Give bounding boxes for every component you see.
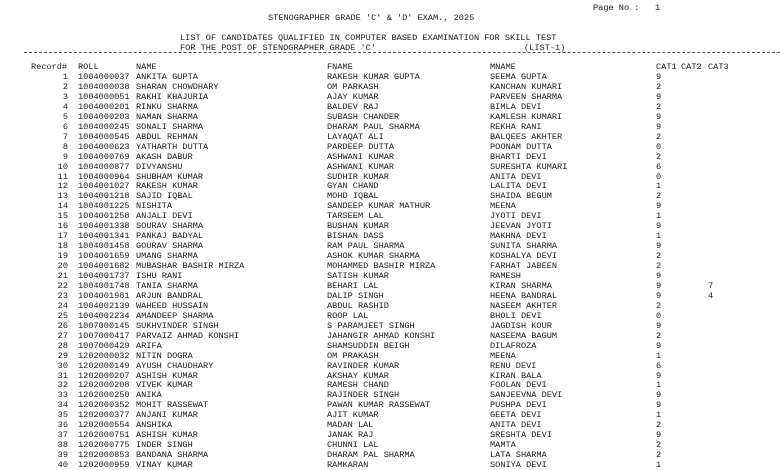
father-name: TARSEEM LAL xyxy=(327,211,384,222)
record-number: 14 xyxy=(57,201,68,212)
record-number: 40 xyxy=(57,460,68,470)
roll-number: 1004000769 xyxy=(78,151,130,162)
candidate-name: MUBASHAR BASHIR MIRZA xyxy=(136,261,245,272)
father-name: OM PARKASH xyxy=(327,81,379,92)
table-row xyxy=(0,211,780,221)
candidate-name: ANIKA xyxy=(136,390,162,401)
mother-name: KIRAN BALA xyxy=(490,370,542,381)
page-number-label: Page No : xyxy=(593,3,640,13)
cat1-value: 2 xyxy=(656,151,662,162)
cat1-value: 2 xyxy=(656,261,662,272)
candidate-name: ASHISH KUMAR xyxy=(136,430,198,441)
record-number: 2 xyxy=(62,81,68,92)
cat1-value: 1 xyxy=(656,410,662,421)
record-number: 36 xyxy=(57,420,68,431)
cat1-value: 2 xyxy=(656,330,662,341)
roll-number: 1004001659 xyxy=(78,251,130,262)
cat1-value: 2 xyxy=(656,81,662,92)
record-number: 26 xyxy=(57,320,68,331)
column-header-cat1: CAT1 xyxy=(656,62,677,72)
roll-number: 1202000377 xyxy=(78,410,130,421)
father-name: DALIP SINGH xyxy=(327,290,384,301)
table-row xyxy=(0,92,780,102)
mother-name: DILAFROZA xyxy=(490,340,537,351)
candidate-name: GOURAV SHARMA xyxy=(136,241,204,252)
candidate-name: AMANDEEP SHARMA xyxy=(136,310,214,321)
cat1-value: 2 xyxy=(656,131,662,142)
table-row xyxy=(0,191,780,201)
record-number: 15 xyxy=(57,211,68,222)
mother-name: HEENA BANDRAL xyxy=(490,290,558,301)
record-number: 13 xyxy=(57,191,68,202)
roll-number: 1007000429 xyxy=(78,340,130,351)
cat1-value: 9 xyxy=(656,370,662,381)
mother-name: FARHAT JABEEN xyxy=(490,261,558,272)
table-row xyxy=(0,72,780,82)
roll-number: 1202000554 xyxy=(78,420,130,431)
roll-number: 1004000877 xyxy=(78,161,130,172)
roll-number: 1004000051 xyxy=(78,91,130,102)
cat1-value: 9 xyxy=(656,430,662,441)
candidate-name: RAKHI KHAJURIA xyxy=(136,91,209,102)
cat1-value: 9 xyxy=(656,201,662,212)
roll-number: 1004001682 xyxy=(78,261,130,272)
record-number: 31 xyxy=(57,370,68,381)
cat1-value: 2 xyxy=(656,420,662,431)
cat3-value: 7 xyxy=(708,280,714,291)
cat1-value: 6 xyxy=(656,161,662,172)
record-number: 1 xyxy=(62,72,68,82)
candidate-name: VINAY KUMAR xyxy=(136,460,193,470)
roll-number: 1004000201 xyxy=(78,101,130,112)
record-number: 33 xyxy=(57,390,68,401)
father-name: DHARAM PAUL SHARMA xyxy=(327,121,420,132)
mother-name: KIRAN SHARMA xyxy=(490,280,552,291)
mother-name: GEETA DEVI xyxy=(490,410,542,421)
mother-name: BIMLA DEVI xyxy=(490,101,542,112)
table-row xyxy=(0,122,780,132)
father-name: BALDEV RAJ xyxy=(327,101,379,112)
father-name: SANDEEP KUMAR MATHUR xyxy=(327,201,431,212)
table-row xyxy=(0,82,780,92)
roll-number: 1202000352 xyxy=(78,400,130,411)
candidate-name: TANIA SHARMA xyxy=(136,280,198,291)
list-title-line1: LIST OF CANDIDATES QUALIFIED IN COMPUTER BASED EXAMINATION FOR SKILL TEST xyxy=(180,33,557,43)
father-name: AJAY KUMAR xyxy=(327,91,379,102)
roll-number: 1004001737 xyxy=(78,271,130,281)
father-name: PAWAN KUMAR RASSEWAT xyxy=(327,400,431,411)
cat1-value: 2 xyxy=(656,251,662,262)
table-row xyxy=(0,172,780,182)
mother-name: SONIYA DEVI xyxy=(490,460,547,470)
cat1-value: 9 xyxy=(656,121,662,132)
candidate-name: MOHIT RASSEWAT xyxy=(136,400,209,411)
roll-number: 1004001458 xyxy=(78,241,130,252)
table-row xyxy=(0,162,780,172)
father-name: SUBASH CHANDER xyxy=(327,111,400,122)
table-row xyxy=(0,460,780,470)
father-name: MOHD IQBAL xyxy=(327,191,379,202)
column-header-cat3: CAT3 xyxy=(708,62,729,72)
cat1-value: 2 xyxy=(656,101,662,112)
candidate-name: AKASH DABUR xyxy=(136,151,193,162)
table-row xyxy=(0,261,780,271)
mother-name: MEENA xyxy=(490,350,516,361)
table-row xyxy=(0,440,780,450)
record-number: 24 xyxy=(57,300,68,311)
mother-name: SHAIDA BEGUM xyxy=(490,191,552,202)
record-number: 39 xyxy=(57,450,68,461)
candidate-name: SONALI SHARMA xyxy=(136,121,204,132)
father-name: BUSHAN KUMAR xyxy=(327,221,389,232)
roll-number: 1004000964 xyxy=(78,171,130,182)
table-row xyxy=(0,291,780,301)
record-number: 17 xyxy=(57,231,68,242)
father-name: RAVINDER KUMAR xyxy=(327,360,400,371)
father-name: ASHWANI KUMAR xyxy=(327,151,395,162)
list-number: (LIST-1) xyxy=(524,43,566,53)
father-name: SUDHIR KUMAR xyxy=(327,171,389,182)
mother-name: SUNITA SHARMA xyxy=(490,241,558,252)
table-row xyxy=(0,400,780,410)
table-row xyxy=(0,371,780,381)
roll-number: 1007000417 xyxy=(78,330,130,341)
table-row xyxy=(0,341,780,351)
table-row xyxy=(0,102,780,112)
mother-name: JYOTI DEVI xyxy=(490,211,542,222)
record-number: 19 xyxy=(57,251,68,262)
candidate-name: BANDANA SHARMA xyxy=(136,450,209,461)
table-row xyxy=(0,251,780,261)
father-name: RAKESH KUMAR GUPTA xyxy=(327,72,420,82)
record-number: 6 xyxy=(62,121,68,132)
column-header-cat2: CAT2 xyxy=(681,62,702,72)
record-number: 5 xyxy=(62,111,68,122)
cat1-value: 0 xyxy=(656,141,662,152)
candidate-name: ARIFA xyxy=(136,340,162,351)
mother-name: BHOLI DEVI xyxy=(490,310,542,321)
table-row xyxy=(0,301,780,311)
roll-number: 1004001225 xyxy=(78,201,130,212)
cat1-value: 6 xyxy=(656,360,662,371)
father-name: GYAN CHAND xyxy=(327,181,379,192)
mother-name: PUSHPA DEVI xyxy=(490,400,547,411)
record-number: 28 xyxy=(57,340,68,351)
candidate-name: YATHARTH DUTTA xyxy=(136,141,209,152)
table-row xyxy=(0,311,780,321)
mother-name: NASEEMA BAGUM xyxy=(490,330,558,341)
cat1-value: 2 xyxy=(656,300,662,311)
candidate-name: VIVEK KUMAR xyxy=(136,380,193,391)
cat1-value: 0 xyxy=(656,171,662,182)
table-row xyxy=(0,390,780,400)
record-number: 11 xyxy=(57,171,68,182)
cat1-value: 9 xyxy=(656,340,662,351)
table-row xyxy=(0,321,780,331)
column-header-record: Record# xyxy=(31,62,68,72)
mother-name: KOSHALYA DEVI xyxy=(490,251,558,262)
mother-name: SEEMA GUPTA xyxy=(490,72,547,82)
table-row xyxy=(0,142,780,152)
father-name: RAMESH CHAND xyxy=(327,380,389,391)
roll-number: 1202000959 xyxy=(78,460,130,470)
roll-number: 1202000250 xyxy=(78,390,130,401)
father-name: RAJINDER SINGH xyxy=(327,390,400,401)
record-number: 35 xyxy=(57,410,68,421)
mother-name: PARVEEN SHARMA xyxy=(490,91,563,102)
record-number: 8 xyxy=(62,141,68,152)
father-name: AJIT KUMAR xyxy=(327,410,379,421)
mother-name: LALITA DEVI xyxy=(490,181,547,192)
mother-name: SRESHTA DEVI xyxy=(490,430,552,441)
cat1-value: 9 xyxy=(656,241,662,252)
roll-number: 1004001981 xyxy=(78,290,130,301)
record-number: 32 xyxy=(57,380,68,391)
mother-name: LATA SHARMA xyxy=(490,450,547,461)
roll-number: 1202000208 xyxy=(78,380,130,391)
table-row xyxy=(0,351,780,361)
record-number: 37 xyxy=(57,430,68,441)
exam-title: STENOGRAPHER GRADE 'C' & 'D' EXAM., 2025 xyxy=(268,13,475,23)
roll-number: 1202000775 xyxy=(78,440,130,451)
candidate-name: SUKHVINDER SINGH xyxy=(136,320,219,331)
candidate-name: ASHISH KUMAR xyxy=(136,370,198,381)
roll-number: 1004001341 xyxy=(78,231,130,242)
cat1-value: 2 xyxy=(656,191,662,202)
header-divider xyxy=(24,52,780,53)
candidate-name: SHARAN CHOWDHARY xyxy=(136,81,219,92)
roll-number: 1007000145 xyxy=(78,320,130,331)
father-name: RAM PAUL SHARMA xyxy=(327,241,405,252)
cat1-value: 2 xyxy=(656,440,662,451)
record-number: 10 xyxy=(57,161,68,172)
candidate-name: ANKITA GUPTA xyxy=(136,72,198,82)
table-row xyxy=(0,201,780,211)
father-name: JANAK RAJ xyxy=(327,430,374,441)
table-row xyxy=(0,420,780,430)
candidate-name: ANJANI KUMAR xyxy=(136,410,198,421)
father-name: JAHANGIR AHMAD KONSHI xyxy=(327,330,436,341)
record-number: 7 xyxy=(62,131,68,142)
table-row xyxy=(0,241,780,251)
father-name: PARDEEP DUTTA xyxy=(327,141,395,152)
father-name: ROOP LAL xyxy=(327,310,369,321)
candidate-name: SOURAV SHARMA xyxy=(136,221,204,232)
candidate-name: NAMAN SHARMA xyxy=(136,111,198,122)
cat1-value: 9 xyxy=(656,280,662,291)
mother-name: KAMLESH KUMARI xyxy=(490,111,563,122)
table-row xyxy=(0,152,780,162)
column-header-mname: MNAME xyxy=(490,62,516,72)
candidate-name: ANSHIKA xyxy=(136,420,173,431)
father-name: SATISH KUMAR xyxy=(327,271,389,281)
candidate-name: SHUBHAM KUMAR xyxy=(136,171,204,182)
father-name: S PARAMJEET SINGH xyxy=(327,320,415,331)
roll-number: 1004001748 xyxy=(78,280,130,291)
table-row xyxy=(0,132,780,142)
record-number: 34 xyxy=(57,400,68,411)
table-row xyxy=(0,410,780,420)
table-row xyxy=(0,450,780,460)
roll-number: 1202000853 xyxy=(78,450,130,461)
father-name: OM PRAKASH xyxy=(327,350,379,361)
mother-name: FOOLAN DEVI xyxy=(490,380,547,391)
candidate-name: RAKESH KUMAR xyxy=(136,181,198,192)
roll-number: 1004000038 xyxy=(78,81,130,92)
roll-number: 1202000751 xyxy=(78,430,130,441)
cat1-value: 1 xyxy=(656,350,662,361)
mother-name: ANITA DEVI xyxy=(490,420,542,431)
page-number: 1 xyxy=(655,3,661,13)
roll-number: 1004000545 xyxy=(78,131,130,142)
candidate-name: ANJALI DEVI xyxy=(136,211,193,222)
candidate-name: ARJUN BANDRAL xyxy=(136,290,204,301)
record-number: 30 xyxy=(57,360,68,371)
mother-name: ANITA DEVI xyxy=(490,171,542,182)
father-name: CHUNNI LAL xyxy=(327,440,379,451)
roll-number: 1004000245 xyxy=(78,121,130,132)
record-number: 20 xyxy=(57,261,68,272)
roll-number: 1004001218 xyxy=(78,191,130,202)
column-header-roll: ROLL xyxy=(78,62,99,72)
cat1-value: 0 xyxy=(656,310,662,321)
record-number: 38 xyxy=(57,440,68,451)
father-name: ABDUL RASHID xyxy=(327,300,389,311)
record-number: 27 xyxy=(57,330,68,341)
table-row xyxy=(0,271,780,281)
roll-number: 1202000032 xyxy=(78,350,130,361)
mother-name: NASEEM AKHTER xyxy=(490,300,558,311)
cat1-value: 9 xyxy=(656,320,662,331)
roll-number: 1202000207 xyxy=(78,370,130,381)
candidate-name: NITIN DOGRA xyxy=(136,350,193,361)
father-name: MADAN LAL xyxy=(327,420,374,431)
father-name: DHARAM PAL SHARMA xyxy=(327,450,415,461)
candidate-name: UMANG SHARMA xyxy=(136,251,198,262)
table-row xyxy=(0,181,780,191)
cat1-value: 9 xyxy=(656,91,662,102)
roll-number: 1004001027 xyxy=(78,181,130,192)
roll-number: 1004000203 xyxy=(78,111,130,122)
cat3-value: 4 xyxy=(708,290,714,301)
candidate-name: NISHITA xyxy=(136,201,173,212)
record-number: 9 xyxy=(62,151,68,162)
mother-name: JAGDISH KOUR xyxy=(490,320,552,331)
candidate-name: DIVYANSHU xyxy=(136,161,183,172)
cat1-value: 9 xyxy=(656,271,662,281)
list-title-line2: FOR THE POST OF STENOGRAPHER GRADE 'C' xyxy=(180,43,376,53)
record-number: 16 xyxy=(57,221,68,232)
roll-number: 1004000037 xyxy=(78,72,130,82)
cat1-value: 9 xyxy=(656,290,662,301)
mother-name: JEEVAN JYOTI xyxy=(490,221,552,232)
roll-number: 1004000623 xyxy=(78,141,130,152)
father-name: LAYAQAT ALI xyxy=(327,131,384,142)
record-number: 18 xyxy=(57,241,68,252)
cat1-value: 9 xyxy=(656,72,662,82)
candidate-name: PARVAIZ AHMAD KONSHI xyxy=(136,330,240,341)
mother-name: POONAM DUTTA xyxy=(490,141,552,152)
record-number: 25 xyxy=(57,310,68,321)
mother-name: RENU DEVI xyxy=(490,360,537,371)
candidate-name: WAHEED HUSSAIN xyxy=(136,300,209,311)
candidate-name: ABDUL REHMAN xyxy=(136,131,198,142)
table-row xyxy=(0,361,780,371)
father-name: ASHWANI KUMAR xyxy=(327,161,395,172)
table-row xyxy=(0,221,780,231)
cat1-value: 1 xyxy=(656,380,662,391)
roll-number: 1004001258 xyxy=(78,211,130,222)
mother-name: BALQEES AKHTER xyxy=(490,131,563,142)
father-name: AKSHAY KUMAR xyxy=(327,370,389,381)
mother-name: RAMESH xyxy=(490,271,521,281)
candidate-name: PANKAJ BADYAL xyxy=(136,231,204,242)
father-name: BISHAN DASS xyxy=(327,231,384,242)
candidate-name: SAJID IQBAL xyxy=(136,191,193,202)
cat1-value: 1 xyxy=(656,211,662,222)
cat1-value: 1 xyxy=(656,181,662,192)
roll-number: 1004002234 xyxy=(78,310,130,321)
cat1-value: 9 xyxy=(656,400,662,411)
mother-name: MAKHNA DEVI xyxy=(490,231,547,242)
mother-name: KANCHAN KUMARI xyxy=(490,81,563,92)
candidate-name: INDER SINGH xyxy=(136,440,193,451)
mother-name: BHARTI DEVI xyxy=(490,151,547,162)
roll-number: 1004001338 xyxy=(78,221,130,232)
candidate-name: ISHU RANI xyxy=(136,271,183,281)
father-name: RAMKARAN xyxy=(327,460,369,470)
cat1-value: 1 xyxy=(656,231,662,242)
table-row xyxy=(0,380,780,390)
mother-name: MAMTA xyxy=(490,440,516,451)
column-header-name: NAME xyxy=(136,62,157,72)
table-row xyxy=(0,231,780,241)
father-name: MOHAMMED BASHIR MIRZA xyxy=(327,261,436,272)
father-name: BEHARI LAL xyxy=(327,280,379,291)
record-number: 29 xyxy=(57,350,68,361)
table-row xyxy=(0,430,780,440)
mother-name: REKHA RANI xyxy=(490,121,542,132)
table-row xyxy=(0,281,780,291)
record-number: 23 xyxy=(57,290,68,301)
father-name: SHAMSUDDIN BEIGH xyxy=(327,340,410,351)
record-number: 22 xyxy=(57,280,68,291)
cat1-value: 2 xyxy=(656,450,662,461)
cat1-value: 9 xyxy=(656,221,662,232)
table-row xyxy=(0,331,780,341)
father-name: ASHOK KUMAR SHARMA xyxy=(327,251,420,262)
record-number: 12 xyxy=(57,181,68,192)
record-number: 21 xyxy=(57,271,68,281)
cat1-value: 1 xyxy=(656,460,662,470)
record-number: 4 xyxy=(62,101,68,112)
record-number: 3 xyxy=(62,91,68,102)
mother-name: SANJEEVNA DEVI xyxy=(490,390,563,401)
mother-name: SURESHTA KUMARI xyxy=(490,161,568,172)
candidate-name: AYUSH CHAUDHARY xyxy=(136,360,214,371)
table-row xyxy=(0,112,780,122)
cat1-value: 9 xyxy=(656,390,662,401)
cat1-value: 9 xyxy=(656,111,662,122)
mother-name: MEENA xyxy=(490,201,516,212)
roll-number: 1004002139 xyxy=(78,300,130,311)
candidate-name: RINKU SHARMA xyxy=(136,101,198,112)
column-header-fname: FNAME xyxy=(327,62,353,72)
roll-number: 1202000149 xyxy=(78,360,130,371)
